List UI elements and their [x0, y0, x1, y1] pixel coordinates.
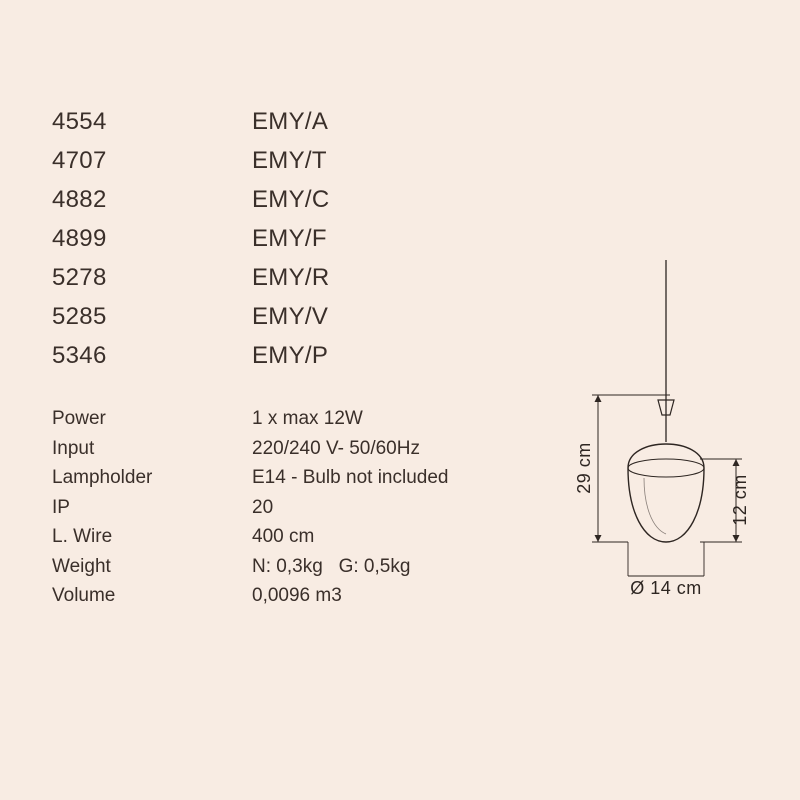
spec-value: N: 0,3kg G: 0,5kg [252, 555, 411, 577]
spec-label: IP [52, 496, 70, 518]
product-code-number: 4882 [52, 186, 107, 213]
spec-value: 1 x max 12W [252, 408, 363, 429]
table-row [52, 497, 512, 527]
list-item [52, 225, 482, 264]
table-row [52, 467, 512, 497]
list-item [52, 147, 482, 186]
product-code-name: EMY/P [252, 342, 329, 369]
spec-value: 0,0096 m3 [252, 585, 342, 606]
spec-label: L. Wire [52, 526, 113, 547]
shade-height-arrow-bottom [733, 535, 740, 542]
spec-value: 220/240 V- 50/60Hz [252, 437, 420, 459]
shade-inner-line [644, 478, 666, 534]
product-code-number: 4707 [52, 147, 107, 174]
shade-height-dimension-label: 12 cm [730, 474, 750, 526]
height-dimension-label: 29 cm [574, 442, 594, 494]
list-item [52, 303, 482, 342]
list-item [52, 108, 482, 147]
product-code-number: 5278 [52, 264, 107, 291]
list-item [52, 342, 482, 381]
product-code-name: EMY/V [252, 303, 329, 330]
product-code-list [52, 108, 482, 381]
product-code-name: EMY/T [252, 147, 327, 174]
specifications-table [52, 408, 512, 615]
table-row [52, 408, 512, 438]
product-code-name: EMY/C [252, 186, 330, 213]
product-code-name: EMY/A [252, 108, 329, 135]
table-row [52, 438, 512, 468]
spec-value: 20 [252, 496, 274, 518]
spec-label: Volume [52, 585, 116, 606]
list-item [52, 264, 482, 303]
shade-height-arrow-top [733, 459, 740, 466]
spec-label: Input [52, 437, 95, 459]
product-code-name: EMY/R [252, 264, 330, 291]
technical-drawing [570, 250, 790, 620]
product-code-number: 4899 [52, 225, 107, 252]
spec-label: Weight [52, 555, 111, 577]
table-row [52, 585, 512, 615]
product-code-number: 4554 [52, 108, 107, 135]
table-row [52, 556, 512, 586]
table-row [52, 526, 512, 556]
product-code-number: 5346 [52, 342, 107, 369]
product-code-number: 5285 [52, 303, 107, 330]
spec-label: Lampholder [52, 467, 153, 488]
spec-value: E14 - Bulb not included [252, 467, 449, 488]
shade-top-ellipse [628, 459, 704, 477]
lamp-dimension-diagram [570, 250, 790, 620]
height-arrow-bottom [595, 535, 602, 542]
spec-label: Power [52, 408, 106, 429]
product-code-name: EMY/F [252, 225, 327, 252]
spec-value: 400 cm [252, 526, 315, 547]
diameter-dimension-label: Ø 14 cm [630, 578, 702, 598]
list-item [52, 186, 482, 225]
height-arrow-top [595, 395, 602, 402]
